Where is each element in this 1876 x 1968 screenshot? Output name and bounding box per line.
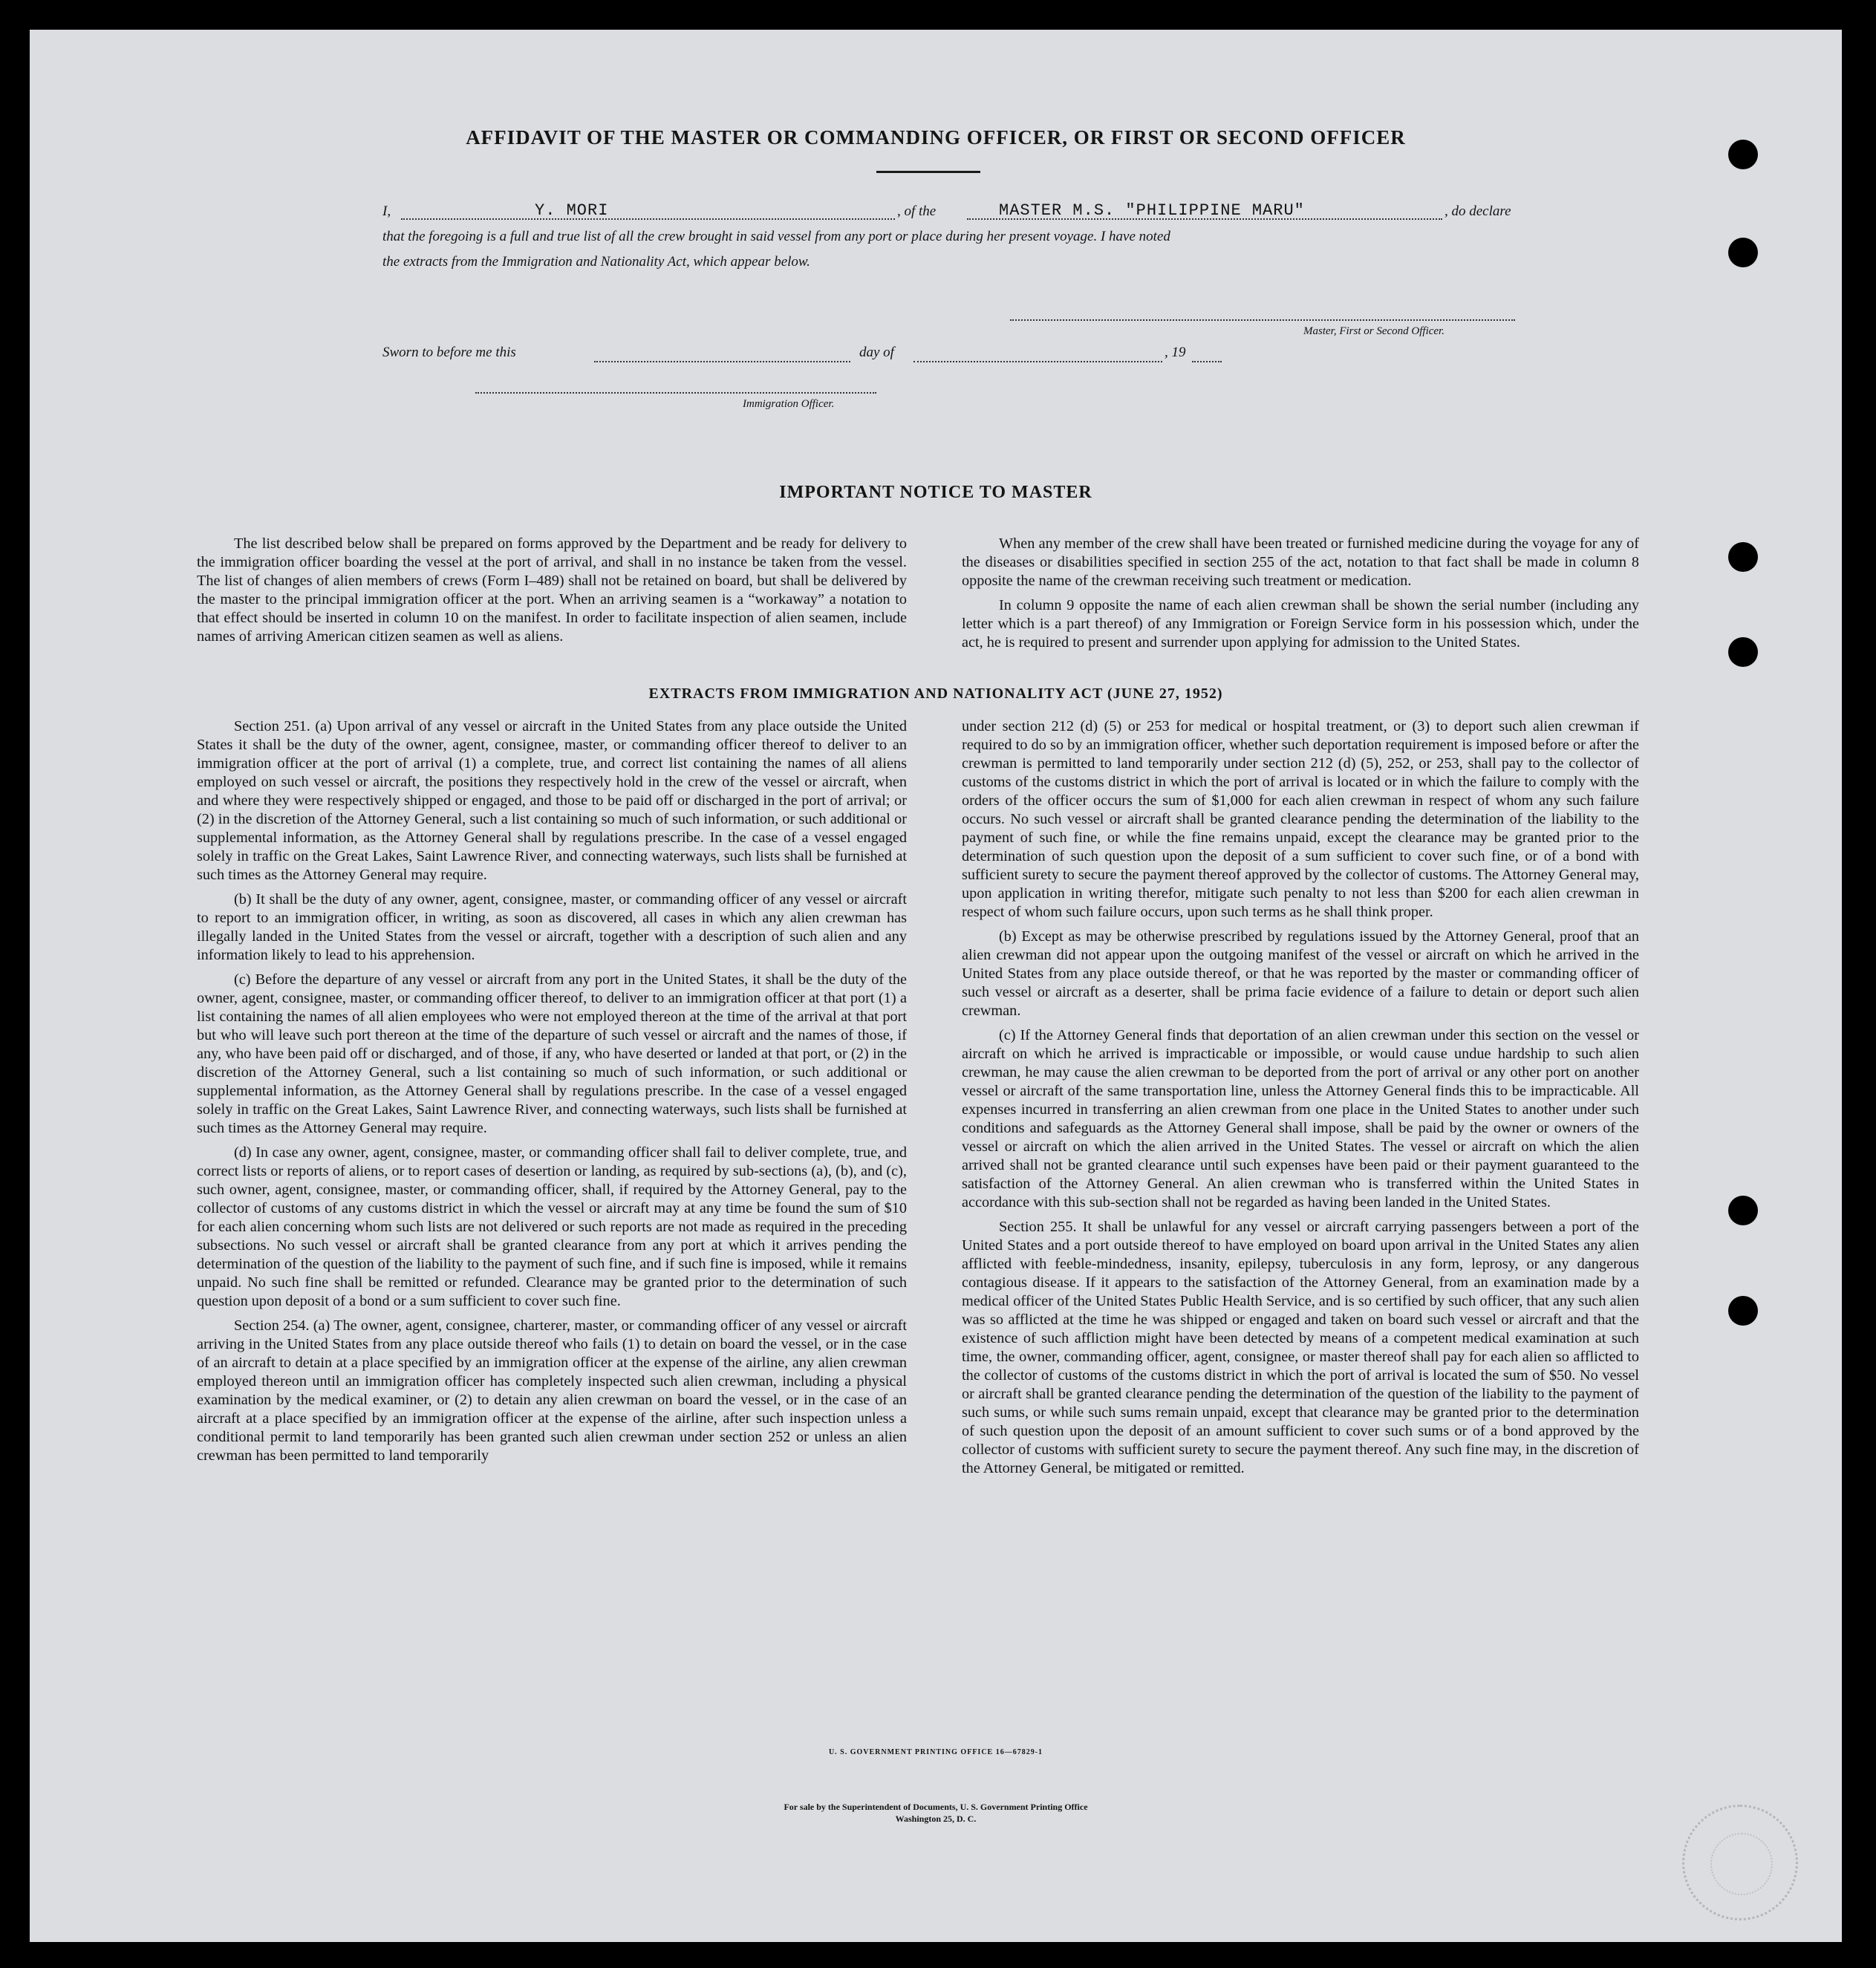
section-254-b: (b) Except as may be otherwise prescribed by regulations issued by the Attorney General, proof that an alien crewman did not appear upon the outgoing manifest of the vessel or aircraft on which he arrived in the United States from any place outside thereof, or that he was reported by the master or commanding officer of such vessel or aircraft as a deserter, shall be prima facie evidence of a failure to detain or deport such alien crewman. <box>962 928 1639 1019</box>
binder-hole <box>1728 1196 1758 1225</box>
section-251-d: (d) In case any owner, agent, consignee, master, or commanding officer shall fail to deliver complete, true, and correct lists or reports of aliens, or to report cases of desertion or landing, as required by sub-sections (a), (b), and (c), such owner, agent, consignee, master, or commanding officer, shall, if required by the Attorney General, pay to the collector of customs of any customs district in which the vessel or aircraft may at any time be found the sum of $10 for each alien concerning whom such lists are not delivered or such reports are not made as required in the preceding subsections. No such vessel or aircraft shall be granted clearance from any port at which it arrives pending the determination of the question of the liability to the payment of such fine, and if such fine is imposed, while it remains unpaid. No such fine shall be remitted or refunded. Clearance may be granted prior to the determination of such question upon deposit of a bond or a sum sufficient to cover such fine. <box>197 1144 907 1309</box>
section-251-a: Section 251. (a) Upon arrival of any vessel or aircraft in the United States from any place outside the United States it shall be the duty of the owner, agent, consignee, master, or commanding officer thereof to deliver to an immigration officer at the port of arrival (1) a complete, true, and correct list containing the names of all aliens employed on such vessel or aircraft, the positions they respectively hold in the crew of the vessel or aircraft, when and where they were respectively shipped or engaged, and those to be paid off or discharged in the port of arrival; or (2) in the discretion of the Attorney General, such a list containing so much of such information, or such additional or supplemental information, as the Attorney General shall by regulations prescribe. In the case of a vessel engaged solely in traffic on the Great Lakes, Saint Lawrence River, and connecting waterways, such lists shall be furnished at such times as the Attorney General may require. <box>197 718 907 883</box>
binder-hole <box>1728 140 1758 169</box>
i-label: I, <box>382 203 391 219</box>
notice-title: IMPORTANT NOTICE TO MASTER <box>779 483 1092 502</box>
title-rule <box>876 171 980 173</box>
section-255: Section 255. It shall be unlawful for any vessel or aircraft carrying passengers between a port of the United States and a port outside thereof to have employed on board upon arrival in the United States any alien afflicted with feeble-mindedness, insanity, epilepsy, tuberculosis in any form, leprosy, or any dangerous contagious disease. If it appears to the satisfaction of the Attorney General, from an examination made by a medical officer of the United States Public Health Service, and is so certified by such officer, that any such alien was so afflicted at the time he was shipped or engaged and taken on board such vessel or aircraft and that the existence of such affliction might have been detected by means of a competent medical examination at such time, the owner, commanding officer, agent, consignee, or master thereof shall pay for each alien so afflicted to the collector of customs of the customs district in which the port of arrival is located the sum of $50. No vessel or aircraft shall be granted clearance pending the determination of the question of the liability to the payment of such sums, or while such sums remain unpaid, except that clearance may be granted prior to the determination of such question upon the deposit of an amount sufficient to cover such sums or of a bond approved by the collector of customs with sufficient surety to secure the payment thereof. Any such fine may, in the discretion of the Attorney General, be mitigated or remitted. <box>962 1219 1639 1476</box>
printer-imprint: U. S. GOVERNMENT PRINTING OFFICE 16—67829-1 <box>828 1748 1043 1756</box>
document-page <box>30 30 1842 1942</box>
signer-caption: Master, First or Second Officer. <box>1303 325 1445 337</box>
section-254-c: (c) If the Attorney General finds that deportation of an alien crewman under this section on the vessel or aircraft on which he arrived is impracticable or impossible, or would cause undue hardship to such alien crewman, he may cause the alien crewman to be deported from the port of arrival or any other port on another vessel or aircraft of the same transportation line, unless the Attorney General finds this to be impracticable. All expenses incurred in transferring an alien crewman from one place in the United States to another under such conditions and safeguards as the Attorney General shall impose, shall be paid by the owner or owners of the vessel or aircraft on which the alien arrived in the United States. The vessel or aircraft on which the alien arrived shall not be granted clearance until such expenses have been paid or their payment guaranteed to the satisfaction of the Attorney General. An alien crewman who is transferred within the United States in accordance with this sub-section shall not be regarded as having been landed in the United States. <box>962 1027 1639 1211</box>
name-line <box>401 218 895 220</box>
sale-line-1: For sale by the Superintendent of Documents, U. S. Government Printing Office <box>784 1802 1088 1812</box>
extracts-right-column <box>962 717 1639 1478</box>
do-declare-label: , do declare <box>1445 203 1511 219</box>
binder-hole <box>1728 637 1758 667</box>
day-of-label: day of <box>859 345 894 360</box>
section-251-c: (c) Before the departure of any vessel or aircraft from any port in the United States, it shall be the duty of the owner, agent, consignee, master, or commanding officer thereof, to deliver to an immigration officer at that port (1) a list containing the names of all alien employees who were not employed thereon at the time of the arrival at that port but who will leave such port thereon at the time of the departure of such vessel or aircraft and the names of those, if any, who have been paid off or discharged, and of those, if any, who have deserted or landed at that port, or (2) in the discretion of the Attorney General, such a list containing so much of such information, or such additional or supplemental information, as the Attorney General shall by regulations prescribe. In the case of a vessel engaged solely in traffic on the Great Lakes, Saint Lawrence River, and connecting waterways, such lists shall be furnished at such times as the Attorney General may require. <box>197 971 907 1136</box>
section-254-a-continued: under section 212 (d) (5) or 253 for medical or hospital treatment, or (3) to deport such alien crewman if required to do so by an immigration officer, whether such deportation requirement is imposed before or after the crewman is permitted to land temporarily under section 212 (d) (5), 252, or 253, shall pay to the collector of customs of the customs district in which the port of arrival is located or in which the failure to comply with the orders of the officer occurs the sum of $1,000 for each alien crewman in respect of whom any such failure occurs. No such vessel or aircraft shall be granted clearance pending the determination of the liability to the payment of such fine, or while the fine remains unpaid, except the clearance may be granted prior to the determination of such question upon the deposit of a sum sufficient to cover such fine, or of a bond with sufficient surety to secure the payment thereof approved by the collector of customs. The Attorney General may, upon application in writing therefor, mitigate such penalty to not less than $200 for each alien crewman in respect of whom such failure occurs, upon such terms as he shall think proper. <box>962 718 1639 920</box>
notice-right-paragraph-2: In column 9 opposite the name of each alien crewman shall be shown the serial number (including any letter which is a part thereof) of any Immigration or Foreign Service form in his possession which, under the act, he is required to present and surrender upon applying for admission to the United States. <box>962 597 1639 651</box>
declaration-line-2: that the foregoing is a full and true list of all the crew brought in said vessel from any port or place during her present voyage. I have noted <box>382 229 1170 244</box>
section-254-a: Section 254. (a) The owner, agent, consignee, charterer, master, or commanding officer of any vessel or aircraft arriving in the United States from any place outside thereof who fails (1) to detain on board the vessel, or in the case of an aircraft to detain at a place specified by an immigration officer at the expense of the airline, any alien crewman employed thereon until an immigration officer has completely inspected such alien crewman, including a physical examination by the medical examiner, or (2) to detain any alien crewman on board the vessel, or in the case of an aircraft at a place specified by an immigration officer at the expense of the airline, after such inspection unless a conditional permit to land temporarily has been granted such alien crewman under section 252 or unless an alien crewman has been permitted to land temporarily <box>197 1317 907 1464</box>
extracts-left-column <box>197 717 907 1465</box>
vessel-name[interactable]: MASTER M.S. "PHILIPPINE MARU" <box>999 201 1305 220</box>
sworn-day-line[interactable] <box>594 361 850 362</box>
notice-left-paragraph: The list described below shall be prepared on forms approved by the Department and be ready for delivery to the immigration officer boarding the vessel at the port of arrival, and shall in no instance be taken from the vessel. The list of changes of alien members of crews (Form I–489) shall not be retained on board, but shall be delivered by the master to the principal immigration officer at the port. When an arriving seamen is a “workaway” a notation to that effect should be inserted in column 10 on the manifest. In order to facilitate inspection of alien seamen, include names of arriving American citizen seamen as well as aliens. <box>197 535 907 645</box>
affidavit-title: AFFIDAVIT OF THE MASTER OR COMMANDING OFFICER, OR FIRST OR SECOND OFFICER <box>466 126 1406 149</box>
binder-hole <box>1728 238 1758 267</box>
binder-hole <box>1728 1296 1758 1326</box>
of-the-label: , of the <box>897 203 937 219</box>
binder-hole <box>1728 542 1758 572</box>
embossed-seal-inner <box>1710 1833 1773 1895</box>
year-label: , 19 <box>1165 345 1186 360</box>
sworn-month-line[interactable] <box>913 361 1162 362</box>
notice-right-paragraph-1: When any member of the crew shall have been treated or furnished medicine during the voyage for any of the diseases or disabilities specified in section 255 of the act, notation to that fact shall be made in column 8 opposite the name of the crewman receiving such treatment or medication. <box>962 535 1639 589</box>
officer-signature-line[interactable] <box>475 392 876 394</box>
notice-left-column <box>197 535 907 646</box>
notice-right-column <box>962 535 1639 652</box>
signature-line[interactable] <box>1010 319 1515 321</box>
sworn-year-line[interactable] <box>1192 361 1222 362</box>
extracts-title: EXTRACTS FROM IMMIGRATION AND NATIONALITY ACT (JUNE 27, 1952) <box>648 685 1223 702</box>
sale-line-2: Washington 25, D. C. <box>895 1814 977 1824</box>
section-251-b: (b) It shall be the duty of any owner, agent, consignee, master, or commanding officer of any vessel or aircraft to report to an immigration officer, in writing, as soon as discovered, all cases in which any alien crewman has illegally landed in the United States from the vessel or aircraft, together with a description of such alien and any information likely to lead to his apprehension. <box>197 891 907 963</box>
officer-caption: Immigration Officer. <box>743 398 835 410</box>
declaration-line-3: the extracts from the Immigration and Nationality Act, which appear below. <box>382 254 810 270</box>
master-name[interactable]: Y. MORI <box>535 201 609 220</box>
embossed-seal <box>1682 1805 1798 1920</box>
sworn-label: Sworn to before me this <box>382 345 516 360</box>
